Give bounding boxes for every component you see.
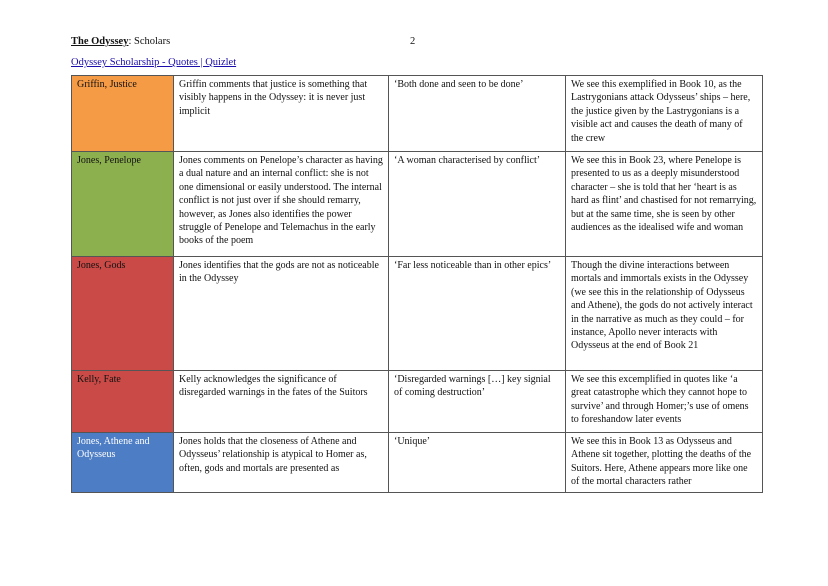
scholar-name-cell: Jones, Penelope [72, 152, 174, 257]
quizlet-link[interactable]: Odyssey Scholarship - Quotes | Quizlet [71, 57, 237, 68]
evidence-cell: Though the divine interactions between mortals and immortals exists in the Odyssey (we see this in the relationship of Odysseus and Athene), the gods do not actively interact in the narrative as much as they could – for instance, Apollo never interacts with Odysseus at the end of Book 21 [566, 257, 763, 371]
point-cell: Kelly acknowledges the significance of disregarded warnings in the fates of the Suitors [174, 371, 389, 433]
evidence-cell: We see this in Book 13 as Odysseus and Athene sit together, plotting the deaths of the Suitors. Here, Athene appears more like one of the mortal characters rather [566, 433, 763, 493]
point-cell: Jones identifies that the gods are not as noticeable in the Odyssey [174, 257, 389, 371]
point-cell: Jones holds that the closeness of Athene and Odysseus’ relationship is atypical to Homer as, often, gods and mortals are presented as [174, 433, 389, 493]
book-title: The Odyssey [71, 36, 129, 47]
evidence-cell: We see this excemplified in quotes like ‘a great catastrophe which they cannot hope to survive’ and through Homer;’s use of omens to foreshandow later events [566, 371, 763, 433]
scholars-table [71, 75, 763, 493]
page-number: 2 [410, 36, 416, 47]
point-cell: Jones comments on Penelope’s character as having a dual nature and an internal conflict: she is not one dimensional or easily understood. The internal conflict is not just over if she should remarry, however, as Jones also identifies the power struggle of Penelope and Telemachus in the early books of the poem [174, 152, 389, 257]
quote-cell: ‘Far less noticeable than in other epics’ [389, 257, 566, 371]
quote-cell: ‘Both done and seen to be done’ [389, 76, 566, 152]
evidence-cell: We see this exemplified in Book 10, as the Lastrygonians attack Odysseus’ ships – here, the justice given by the Lastrygonians is a visible act and causes the death of many of the crew [566, 76, 763, 152]
scholar-name-cell: Griffin, Justice [72, 76, 174, 152]
table-row [72, 152, 763, 257]
table-row [72, 257, 763, 371]
document-header [71, 36, 170, 47]
quote-cell: ‘A woman characterised by conflict’ [389, 152, 566, 257]
evidence-cell: We see this in Book 23, where Penelope is presented to us as a deeply misunderstood character – she is told that her ‘heart is as hard as flint’ and chastised for not remarrying, but at the same time, she is seen by other audiences as the idealised wife and woman [566, 152, 763, 257]
point-cell: Griffin comments that justice is something that visibly happens in the Odyssey: it is never just implicit [174, 76, 389, 152]
scholar-name-cell: Kelly, Fate [72, 371, 174, 433]
quote-cell: ‘Unique’ [389, 433, 566, 493]
header-suffix: : Scholars [128, 36, 171, 47]
table-row [72, 433, 763, 493]
table-row [72, 371, 763, 433]
scholar-name-cell: Jones, Athene and Odysseus [72, 433, 174, 493]
quote-cell: ‘Disregarded warnings […] key signial of coming destruction’ [389, 371, 566, 433]
table-row [72, 76, 763, 152]
scholar-name-cell: Jones, Gods [72, 257, 174, 371]
